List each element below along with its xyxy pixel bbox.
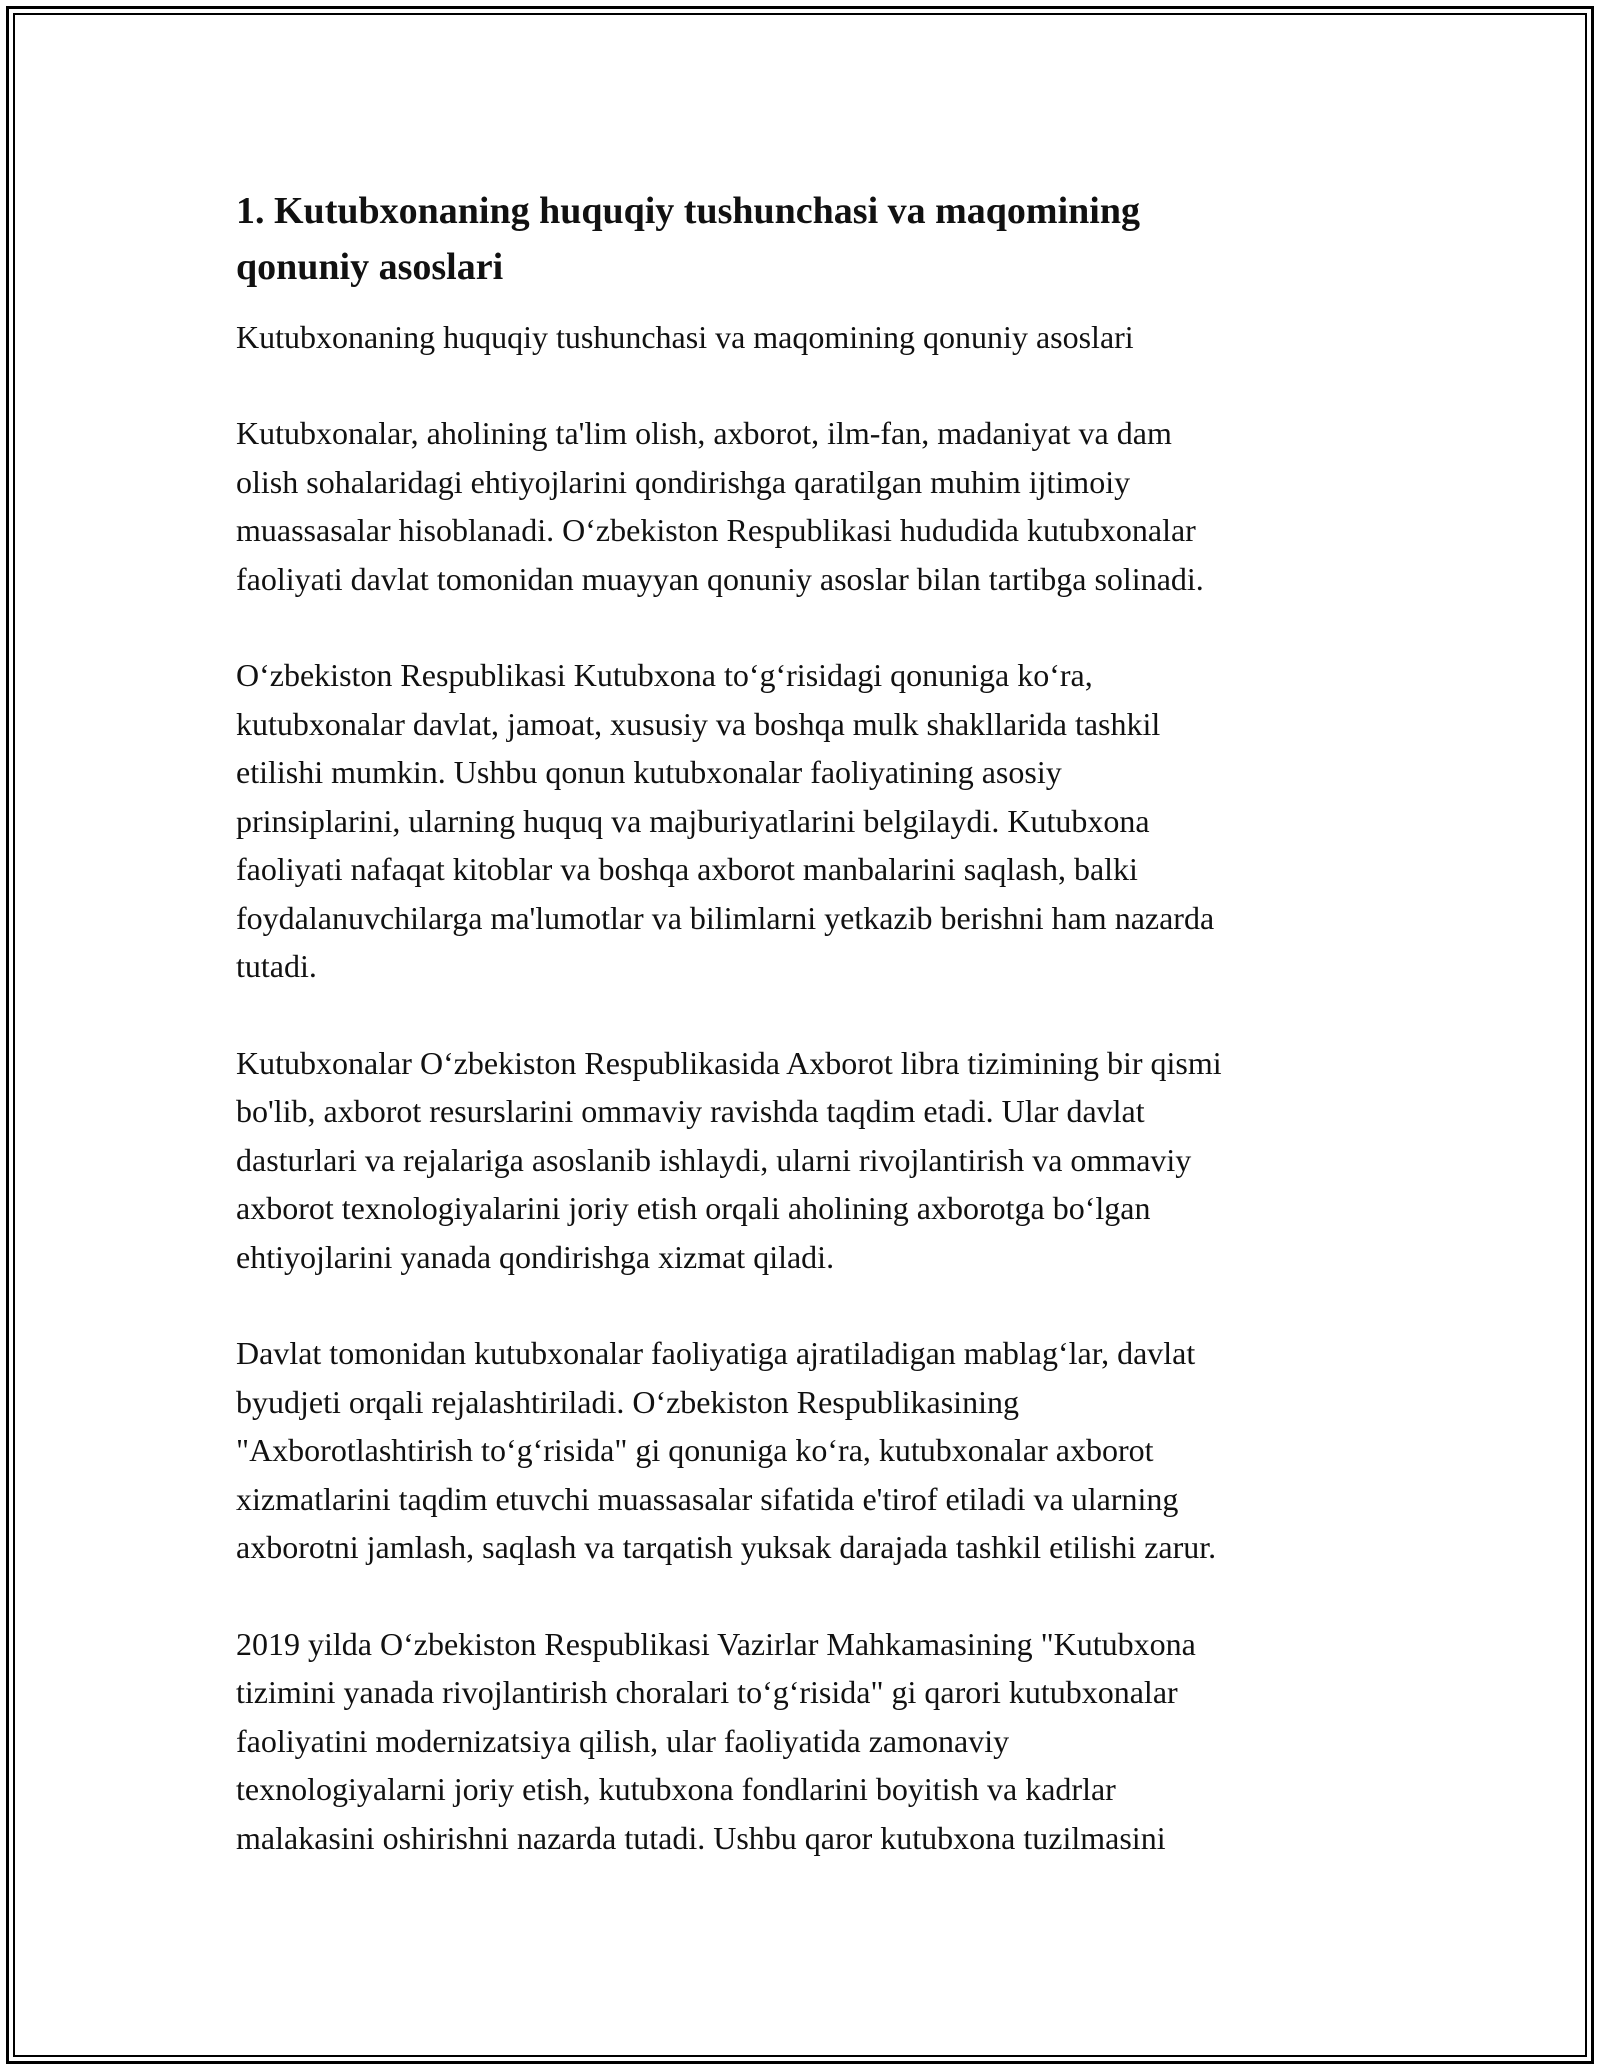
document-title-line: 1. Kutubxonaning huquqiy tushunchasi va maqomining [236,190,1140,232]
paragraph-line: Kutubxonalar, aholining ta'lim olish, axborot, ilm-fan, madaniyat va dam [236,415,1172,451]
paragraph-5 [236,1620,1396,1863]
paragraph-2 [236,651,1396,991]
document-title-line: qonuniy asoslari [236,246,504,288]
paragraph-line: O‘zbekiston Respublikasi Kutubxona to‘g‘risidagi qonuniga ko‘ra, [236,657,1093,693]
paragraph-line: "Axborotlashtirish to‘g‘risida" gi qonuniga ko‘ra, kutubxonalar axborot [236,1432,1154,1468]
paragraph-line: Kutubxonalar O‘zbekiston Respublikasida Axborot libra tizimining bir qismi [236,1044,1222,1081]
document-body [236,183,1396,1910]
paragraph-line: xizmatlarini taqdim etuvchi muassasalar sifatida e'tirof etiladi va ularning [236,1480,1179,1517]
paragraph-line: tizimini yanada rivojlantirish choralari to‘g‘risida" gi qarori kutubxonalar [236,1674,1178,1710]
paragraph-line: ehtiyojlarini yanada qondirishga xizmat qiladi. [236,1238,835,1275]
paragraph-line: faoliyati davlat tomonidan muayyan qonuniy asoslar bilan tartibga solinadi. [236,560,1204,597]
paragraph-line: faoliyatini modernizatsiya qilish, ular faoliyatida zamonaviy [236,1722,1010,1759]
paragraph-line: olish sohalaridagi ehtiyojlarini qondirishga qaratilgan muhim ijtimoiy [236,463,1131,500]
paragraph-line: texnologiyalarni joriy etish, kutubxona fondlarini boyitish va kadrlar [236,1771,1116,1807]
document-subtitle: Kutubxonaning huquqiy tushunchasi va maqomining qonuniy asoslari [236,319,1134,355]
paragraph-line: faoliyati nafaqat kitoblar va boshqa axborot manbalarini saqlash, balki [236,851,1138,887]
paragraph-line: bo'lib, axborot resurslarini ommaviy ravishda taqdim etadi. Ular davlat [236,1093,1145,1129]
paragraph-line: malakasini oshirishni nazarda tutadi. Ushbu qaror kutubxona tuzilmasini [236,1819,1166,1856]
paragraph-line: etilishi mumkin. Ushbu qonun kutubxonalar faoliyatining asosiy [236,754,1062,790]
paragraph-line: muassasalar hisoblanadi. O‘zbekiston Respublikasi hududida kutubxonalar [236,512,1196,548]
paragraph-3 [236,1039,1396,1282]
paragraph-line: tutadi. [236,948,317,984]
paragraph-line: byudjeti orqali rejalashtiriladi. O‘zbekiston Respublikasining [236,1383,1019,1420]
paragraph-line: prinsiplarini, ularning huquq va majburiyatlarini belgilaydi. Kutubxona [236,802,1150,839]
paragraph-line: 2019 yilda O‘zbekiston Respublikasi Vazirlar Mahkamasining "Kutubxona [236,1625,1196,1662]
paragraph-line: axborot texnologiyalarini joriy etish orqali aholining axborotga bo‘lgan [236,1190,1151,1226]
document-title [236,183,1396,295]
paragraph-line: kutubxonalar davlat, jamoat, xususiy va boshqa mulk shakllarida tashkil [236,705,1161,742]
paragraph-1 [236,409,1396,603]
paragraph-line: dasturlari va rejalariga asoslanib ishlaydi, ularni rivojlantirish va ommaviy [236,1141,1192,1178]
paragraph-4 [236,1329,1396,1572]
paragraph-line: foydalanuvchilarga ma'lumotlar va bilimlarni yetkazib berishni ham nazarda [236,899,1215,936]
paragraph-line: axborotni jamlash, saqlash va tarqatish yuksak darajada tashkil etilishi zarur. [236,1529,1217,1565]
paragraph-line: Davlat tomonidan kutubxonalar faoliyatiga ajratiladigan mablag‘lar, davlat [236,1335,1196,1371]
